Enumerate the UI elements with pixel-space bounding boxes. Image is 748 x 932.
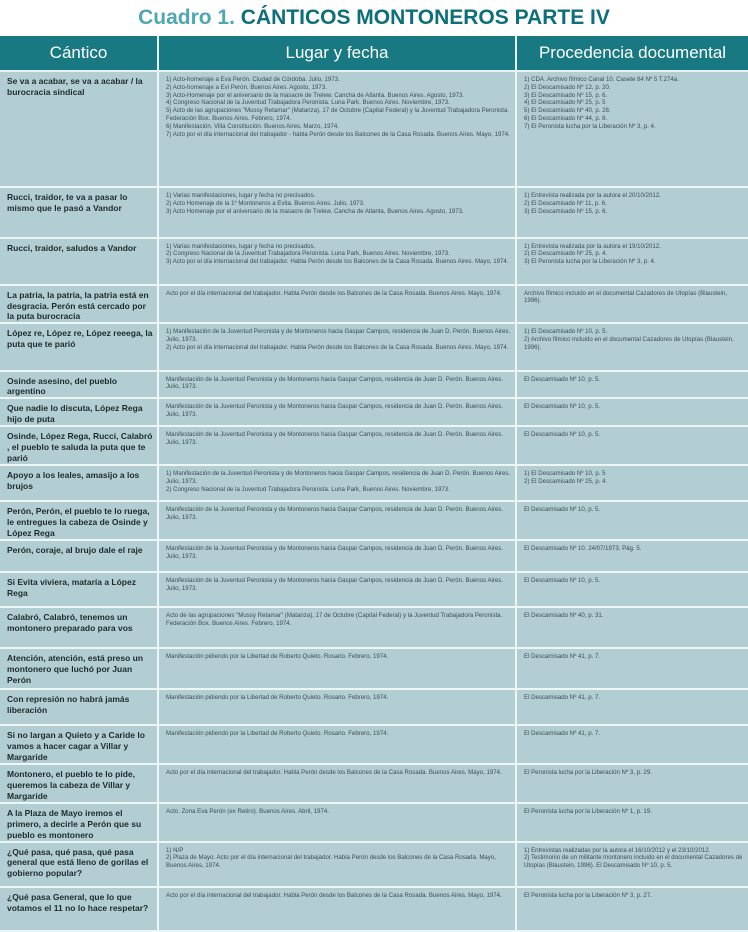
cell-lugar	[158, 187, 516, 237]
table-row	[0, 689, 748, 725]
table-row	[0, 607, 748, 648]
cell-lugar	[158, 426, 516, 465]
cell-lugar-line: Acto de las agrupaciones "Mussy Retamar" (Matanza), 17 de Octubre (Capital Federal) y la Juventud Trabajadora Peronista. Federación Box. Buenos Aires. Febrero, 1974.	[166, 611, 504, 627]
cell-procedencia	[516, 398, 748, 426]
table-row	[0, 238, 748, 285]
cell-procedencia-line: El Descamisado Nº 10, p. 5.	[524, 576, 601, 584]
cell-cantico: La patria, la patria, la patria está en desgracia. Perón está cercado por la puta burocracia	[0, 285, 158, 324]
table-row	[0, 398, 748, 426]
cell-lugar-line: Manifestación de la Juventud Peronista y de Montoneros hacia Gaspar Campos, residencia de Juan D. Perón. Buenos Aires. Julio, 1973.	[166, 431, 505, 446]
header-row	[0, 36, 748, 71]
cell-cantico: A la Plaza de Mayo iremos el primero, a decirle a Perón que su pueblo es montonero	[0, 803, 158, 842]
title-prefix: Cuadro 1.	[138, 6, 235, 29]
cell-lugar-line: 6) Manifestación. Villa Constitución. Buenos Aires. Marzo, 1974.	[166, 122, 339, 130]
cell-procedencia-line: 1) El Descamisado Nº 10, p. 5	[524, 469, 606, 477]
cell-lugar-line: 3) Acto por el día internacional del trabajador. Habla Perón desde los Balcones de la Casa Rosada. Buenos Aires. Mayo, 1974.	[166, 258, 509, 266]
cell-lugar-line: 1) N/P	[166, 846, 184, 854]
cell-procedencia-line: 2) Testimonio de un militante montonero incluido en el documental Cazadores de Utopías (Blaustein, 1996). El Descamisado Nº 10, p. 5.	[524, 854, 745, 870]
table-row	[0, 371, 748, 399]
cell-cantico: Calabró, Calabró, tenemos un montonero preparado para vos	[0, 607, 158, 648]
cell-procedencia-line: 3) El Peronista lucha por la Liberación Nº 3, p. 4.	[524, 258, 656, 266]
table-body	[0, 71, 748, 931]
cell-lugar	[158, 803, 516, 842]
cell-procedencia	[516, 803, 748, 842]
cell-procedencia	[516, 842, 748, 887]
cell-procedencia	[516, 285, 748, 324]
cell-cantico: Rucci, traidor, saludos a Vandor	[0, 238, 158, 285]
cell-procedencia-line: El Peronista lucha por la Liberación Nº 3, p. 29.	[524, 769, 652, 777]
cell-lugar-line: Manifestación de la Juventud Peronista y de Montoneros hacia Gaspar Campos, residencia de Juan D. Perón. Buenos Aires. Julio, 1973.	[166, 544, 505, 560]
table-row	[0, 285, 748, 324]
cell-procedencia	[516, 501, 748, 540]
cell-procedencia-line: El Descamisado Nº 10, p. 5.	[524, 506, 601, 514]
cell-lugar-line: 1) Varias manifestaciones, lugar y fecha no precisados.	[166, 242, 316, 250]
cell-lugar	[158, 238, 516, 285]
cell-lugar	[158, 465, 516, 501]
table-row	[0, 323, 748, 370]
cell-lugar-line: Manifestación de la Juventud Peronista y de Montoneros hacia Gaspar Campos, residencia de Juan D. Perón. Buenos Aires. Julio, 1973.	[166, 403, 505, 419]
cell-procedencia	[516, 323, 748, 370]
cell-lugar	[158, 764, 516, 803]
cell-cantico: Perón, Perón, el pueblo te lo ruega, le entregues la cabeza de Osinde y López Rega	[0, 501, 158, 540]
cell-lugar	[158, 501, 516, 540]
cell-procedencia	[516, 71, 748, 187]
table-row	[0, 426, 748, 465]
cell-lugar-line: 2) Congreso Nacional de la Juventud Trabajadora Peronista. Luna Park, Buenos Aires. Noviembre, 1973.	[166, 485, 450, 493]
table-title	[0, 0, 748, 36]
cell-lugar-line: 2) Acto-homenaje a Evi Perón. Buenos Aires. Agosto, 1973.	[166, 83, 327, 91]
cell-lugar-line: Manifestación pidiendo por la Libertad de Roberto Quieto. Rosario. Febrero, 1974.	[166, 730, 389, 738]
cell-lugar	[158, 572, 516, 607]
table-row	[0, 465, 748, 501]
cell-lugar-line: Acto por el día internacional del trabajador. Habla Perón desde los Balcones de la Casa Rosada. Buenos Aires. Mayo, 1974.	[166, 289, 502, 297]
cell-procedencia-line: El Descamisado Nº 40, p. 31.	[524, 611, 604, 619]
cell-procedencia	[516, 887, 748, 931]
cell-lugar-line: 2) Plaza de Mayo. Acto por el día internacional del trabajador. Habla Perón desde los Balcones de la Casa Rosada. Mayo, Buenos Aires, 1974.	[166, 854, 498, 870]
cell-cantico: Con represión no habrá jamás liberación	[0, 689, 158, 725]
cell-lugar	[158, 689, 516, 725]
cell-cantico: Perón, coraje, al brujo dale el raje	[0, 540, 158, 572]
cell-lugar	[158, 398, 516, 426]
cell-cantico: Montonero, el pueblo te lo pide, queremos la cabeza de Villar y Margaride	[0, 764, 158, 803]
cell-lugar-line: 2) Acto por el día internacional del trabajador. Habla Perón desde los Balcones de la Casa Rosada. Buenos Aires. Mayo, 1974.	[166, 343, 509, 351]
cell-procedencia-line: 3) El Descamisado Nº 15, p. 6.	[524, 91, 608, 99]
cell-lugar-line: Acto por el día internacional del trabajador. Habla Perón desde los Balcones de la Casa Rosada. Buenos Aires. Mayo, 1974.	[166, 891, 502, 899]
cell-procedencia-line: El Peronista lucha por la Liberación Nº 1, p. 19.	[524, 807, 652, 815]
table-row	[0, 648, 748, 689]
cell-procedencia-line: 7) El Peronista lucha por la Liberación Nº 3, p. 4.	[524, 122, 656, 130]
cell-lugar	[158, 371, 516, 399]
header-cantico: Cántico	[0, 36, 158, 71]
cell-lugar	[158, 607, 516, 648]
cell-lugar-line: Manifestación de la Juventud Peronista y de Montoneros hacia Gaspar Campos, residencia de Juan D. Perón. Buenos Aires. Julio, 1973.	[166, 375, 505, 391]
cell-procedencia-line: El Descamisado Nº 10, p. 5.	[524, 403, 601, 411]
cell-procedencia-line: 4) El Descamisado Nº 25, p. 5	[524, 99, 606, 107]
cell-cantico: Si no largan a Quieto y a Caride lo vamos a hacer cagar a Villar y Margaride	[0, 725, 158, 764]
cell-cantico: Se va a acabar, se va a acabar / la burocracia sindical	[0, 71, 158, 187]
cell-procedencia-line: Archivo fílmico incluido en el documental Cazadores de Utopías (Blaustein, 1996).	[524, 289, 729, 305]
cell-procedencia-line: 1) El Descamisado Nº 10, p. 5.	[524, 328, 608, 336]
cell-lugar	[158, 285, 516, 324]
cell-lugar-line: 1) Varias manifestaciones, lugar y fecha no precisados.	[166, 192, 316, 200]
cell-cantico: Osinde asesino, del pueblo argentino	[0, 371, 158, 399]
cell-procedencia	[516, 725, 748, 764]
cell-procedencia-line: 1) CDA. Archivo fílmico Canal 10. Casete 84 Nº 5 T.274a.	[524, 76, 679, 83]
table-row	[0, 842, 748, 887]
cell-cantico: Si Evita viviera, mataría a López Rega	[0, 572, 158, 607]
table-row	[0, 764, 748, 803]
cell-procedencia	[516, 607, 748, 648]
cell-lugar-line: Manifestación de la Juventud Peronista y de Montoneros hacia Gaspar Campos, residencia de Juan D. Perón. Buenos Aires. Julio, 1973.	[166, 506, 505, 521]
cell-procedencia	[516, 187, 748, 237]
table-row	[0, 501, 748, 540]
table-row	[0, 725, 748, 764]
header-procedencia: Procedencia documental	[516, 36, 748, 71]
cell-lugar-line: Acto. Zona Eva Perón (ex Retiro). Buenos Aires. Abril, 1974.	[166, 807, 329, 815]
cell-cantico: ¿Qué pasa, qué pasa, qué pasa general que está lleno de gorilas el gobierno popular?	[0, 842, 158, 887]
cell-procedencia	[516, 371, 748, 399]
table-row	[0, 572, 748, 607]
table-row	[0, 803, 748, 842]
cell-cantico: López re, López re, López reeega, la puta que te parió	[0, 323, 158, 370]
cell-procedencia	[516, 572, 748, 607]
cell-cantico: Osinde, López Rega, Rucci, Calabró , el pueblo te saluda la puta que te parió	[0, 426, 158, 465]
cell-procedencia-line: 5) El Descamisado Nº 40, p. 28.	[524, 107, 611, 115]
cell-procedencia-line: El Descamisado Nº 41, p. 7.	[524, 653, 601, 661]
table-row	[0, 187, 748, 237]
cell-procedencia-line: El Descamisado Nº 41, p. 7.	[524, 694, 601, 702]
cell-lugar-line: 3) Acto Homenaje por el aniversario de la masacre de Trelew. Cancha de Atlanta, Buenos Aires. Agosto, 1973.	[166, 207, 464, 215]
table-row	[0, 71, 748, 187]
cell-lugar-line: 2) Acto Homenaje de la 1º Montoneros a Evita. Buenos Aires. Julio, 1973.	[166, 200, 365, 208]
cell-lugar-line: 4) Congreso Nacional de la Juventud Trabajadora Peronista. Luna Park. Buenos Aires. Noviembre, 1973.	[166, 99, 450, 107]
cell-procedencia-line: 1) Entrevista realizada por la autora el 20/10/2012.	[524, 192, 661, 200]
cell-procedencia-line: El Descamisado Nº 41, p. 7.	[524, 730, 601, 738]
title-main: CÁNTICOS MONTONEROS PARTE IV	[240, 6, 610, 29]
cell-lugar	[158, 323, 516, 370]
cell-procedencia-line: 2) El Descamisado Nº 25, p. 4.	[524, 477, 608, 485]
cell-procedencia-line: El Peronista lucha por la Liberación Nº 3, p. 27.	[524, 891, 652, 899]
cell-procedencia-line: 2) El Descamisado Nº 25, p. 4.	[524, 250, 608, 258]
cell-procedencia	[516, 426, 748, 465]
cell-lugar-line: Acto por el día internacional del trabajador. Habla Perón desde los Balcones de la Casa Rosada. Buenos Aires. Mayo, 1974.	[166, 769, 502, 777]
cell-lugar-line: 7) Acto por el día internacional del trabajador - habla Perón desde los Balcones de la Casa Rosada. Buenos Aires. Mayo, 1974.	[166, 130, 510, 138]
cell-procedencia-line: 1) Entrevista realizada por la autora el 19/10/2012.	[524, 242, 661, 250]
cell-lugar	[158, 887, 516, 931]
cell-cantico: Rucci, traidor, te va a pasar lo mismo que le pasó a Vandor	[0, 187, 158, 237]
cell-procedencia	[516, 465, 748, 501]
cell-procedencia	[516, 648, 748, 689]
cell-lugar	[158, 842, 516, 887]
cell-cantico: ¿Qué pasa General, que lo que votamos el 11 no lo hace respetar?	[0, 887, 158, 931]
table-row	[0, 887, 748, 931]
cell-cantico: Que nadie lo discuta, López Rega hijo de puta	[0, 398, 158, 426]
cell-lugar	[158, 71, 516, 187]
table-row	[0, 540, 748, 572]
cell-lugar-line: Manifestación de la Juventud Peronista y de Montoneros hacia Gaspar Campos, residencia de Juan D. Perón. Buenos Aires. Julio, 1973.	[166, 576, 505, 592]
cell-procedencia	[516, 764, 748, 803]
canticos-table	[0, 36, 748, 932]
cell-lugar-line: Manifestación pidiendo por la Libertad de Roberto Quieto. Rosario. Febrero, 1974.	[166, 694, 389, 702]
cell-lugar-line: 3) Acto-Homenaje por el aniversario de la masacre de Trelew. Cancha de Atlanta. Buenos Aires. Agosto, 1973.	[166, 91, 465, 99]
cell-procedencia-line: 6) El Descamisado Nº 44, p. 8.	[524, 114, 608, 122]
cell-procedencia-line: 2) El Descamisado Nº 11, p. 6.	[524, 200, 607, 208]
cell-lugar-line: 5) Acto de las agrupaciones "Mussy Retamar" (Matanza), 17 de Octubre (Capital Federal) y la Juventud Trabajadora Peronista. Federación Box. Buenos Aires. Febrero, 1974.	[166, 107, 511, 122]
cell-lugar-line: 1) Acto-homenaje a Eva Perón. Ciudad de Córdoba. Julio, 1973.	[166, 76, 340, 83]
cell-lugar	[158, 540, 516, 572]
cell-lugar	[158, 648, 516, 689]
header-lugar: Lugar y fecha	[158, 36, 516, 71]
cell-procedencia-line: 3) El Descamisado Nº 15, p. 6.	[524, 207, 608, 215]
cell-procedencia-line: El Descamisado Nº 10. 24/07/1973. Pág. 5.	[524, 544, 642, 552]
cell-procedencia-line: 1) Entrevistas realizadas por la autora el 16/10/2012 y el 23/10/2012.	[524, 846, 711, 854]
cell-lugar-line: 2) Congreso Nacional de la Juventud Trabajadora Peronista. Luna Park, Buenos Aires. Noviembre, 1973.	[166, 250, 450, 258]
cell-procedencia	[516, 238, 748, 285]
cell-cantico: Apoyo a los leales, amasijo a los brujos	[0, 465, 158, 501]
cell-procedencia	[516, 689, 748, 725]
cell-procedencia	[516, 540, 748, 572]
cell-lugar-line: Manifestación pidiendo por la Libertad de Roberto Quieto. Rosario. Febrero, 1974.	[166, 653, 389, 661]
cell-procedencia-line: 2) Archivo fílmico incluido en el documental Cazadores de Utopías (Blaustein, 1996).	[524, 336, 736, 351]
cell-lugar	[158, 725, 516, 764]
cell-procedencia-line: El Descamisado Nº 10, p. 5.	[524, 431, 601, 439]
cell-procedencia-line: 2) El Descamisado Nº 12, p. 20.	[524, 83, 611, 91]
cell-procedencia-line: El Descamisado Nº 10, p. 5.	[524, 375, 601, 383]
cell-lugar-line: 1) Manifestación de la Juventud Peronista y de Montoneros hacia Gaspar Campos, residencia de Juan D. Perón. Buenos Aires. Julio, 1973.	[166, 328, 512, 344]
cell-cantico: Atención, atención, está preso un montonero que luchó por Juan Perón	[0, 648, 158, 689]
cell-lugar-line: 1) Manifestación de la Juventud Peronista y de Montoneros hacia Gaspar Campos, residencia de Juan D. Perón. Buenos Aires. Julio, 1973.	[166, 469, 512, 485]
